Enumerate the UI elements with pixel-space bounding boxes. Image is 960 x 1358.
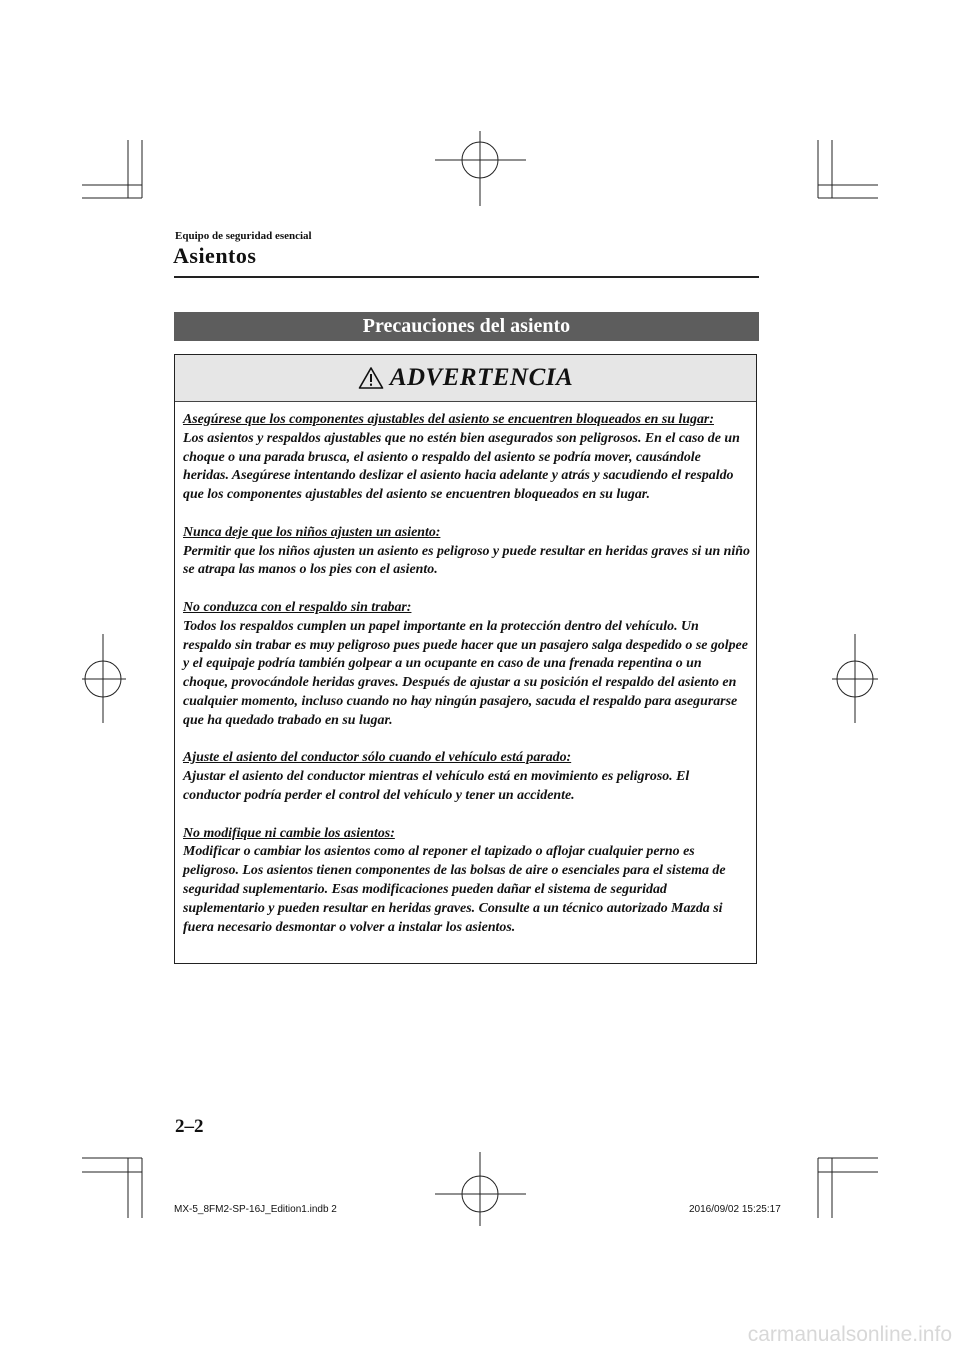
warning-triangle-icon [358, 366, 384, 390]
warning-item-text: Los asientos y respaldos ajustables que no estén bien asegurados son peligrosos. En el caso de un choque o una parada brusca, el asiento o respaldo del asiento se podría mover, causándole heridas. Asegúrese intentando deslizar el asiento hacia adelante y atrás y sacudiendo el respaldo que los componentes ajustables del asiento se encuentren bloqueados en su lugar. [183, 430, 740, 503]
warning-item-text: Permitir que los niños ajusten un asiento es peligroso y puede resultar en heridas graves si un niño se atrapa las manos o los pies con el asiento. [183, 543, 750, 578]
section-banner: Precauciones del asiento [174, 312, 759, 341]
warning-item-heading: No modifique ni cambie los asientos: [183, 825, 395, 841]
title-divider [174, 276, 759, 278]
warning-item-heading: Nunca deje que los niños ajusten un asiento: [183, 524, 441, 540]
warning-item-text: Todos los respaldos cumplen un papel importante en la protección dentro del vehículo. Un respaldo sin trabar es muy peligroso pues puede hacer que un pasajero salga despedido o se golpee y el equipaje podría también golpear a un ocupante en caso de una frenada repentina o un choque, provocándole heridas graves. Después de ajustar a su posición el respaldo del asiento en cualquier momento, incluso cuando no hay ningún pasajero, sacuda el respaldo para asegurarse que ha quedado trabado en su lugar. [183, 618, 748, 728]
page-number: 2–2 [175, 1116, 204, 1137]
warning-item-text: Modificar o cambiar los asientos como al reponer el tapizado o aflojar cualquier perno es peligroso. Los asientos tienen componentes de las bolsas de aire o esenciales para el sistema de seguridad suplementario. Esas modificaciones pueden dañar el sistema de seguridad suplementario y pueden resultar en heridas graves. Consulte a un técnico autorizado Mazda si fuera necesario desmontar o volver a instalar los asientos. [183, 844, 726, 935]
warning-item-heading: Ajuste el asiento del conductor sólo cuando el vehículo está parado: [183, 750, 572, 766]
warning-item [183, 825, 750, 938]
warning-title: ADVERTENCIA [389, 364, 574, 391]
print-timestamp: 2016/09/02 15:25:17 [689, 1204, 781, 1215]
warning-item-text: Ajustar el asiento del conductor mientras el vehículo está en movimiento es peligroso. El conductor podría perder el control del vehículo y tener un accidente. [183, 769, 690, 803]
print-file-name: MX-5_8FM2-SP-16J_Edition1.indb 2 [174, 1204, 337, 1215]
warning-item-heading: Asegúrese que los componentes ajustables del asiento se encuentren bloqueados en su lugar: [183, 412, 714, 427]
warning-item [183, 411, 750, 505]
warning-body [175, 402, 756, 937]
warning-header [175, 355, 756, 402]
warning-item [183, 749, 750, 805]
page-title: Asientos [173, 243, 257, 268]
warning-item [183, 599, 750, 731]
warning-item [183, 524, 750, 580]
watermark: carmanualsonline.info [747, 1323, 952, 1346]
warning-item-heading: No conduzca con el respaldo sin trabar: [183, 599, 412, 615]
warning-box [174, 354, 757, 964]
section-label: Equipo de seguridad esencial [175, 230, 312, 242]
